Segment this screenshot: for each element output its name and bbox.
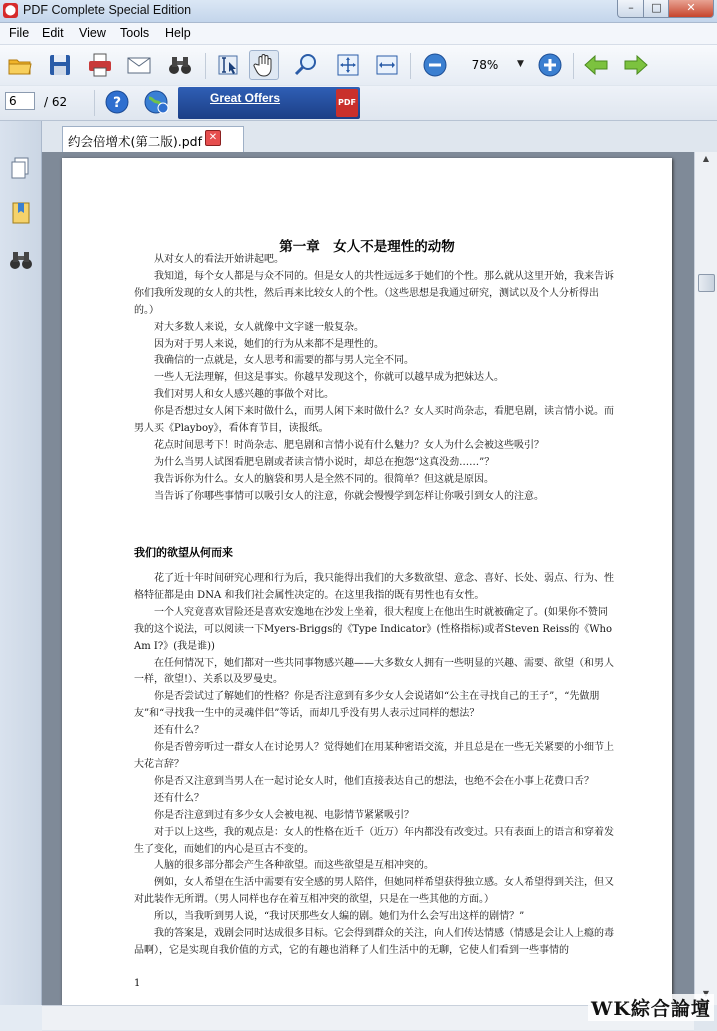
text-block-2 bbox=[134, 571, 614, 960]
paragraph: 在任何情况下，她们都对一些共同事物感兴趣——大多数女人拥有一些明显的兴趣、需要、欲望（和男人一样，欲望!）、关系以及罗曼史。 bbox=[134, 657, 614, 686]
title-bar bbox=[0, 0, 717, 23]
paragraph: 人脑的很多部分都会产生各种欲望。而这些欲望是互相冲突的。 bbox=[154, 860, 434, 872]
paragraph: 当告诉了你哪些事情可以吸引女人的注意，你就会慢慢学到怎样让你吸引到女人的注意。 bbox=[154, 490, 544, 502]
menu-edit[interactable]: Edit bbox=[42, 26, 64, 40]
paragraph: 你是否曾旁听过一群女人在讨论男人？觉得她们在用某种密语交流，并且总是在一些无关紧要的小细节上大花言辞？ bbox=[134, 742, 614, 770]
text-select-cursor-icon bbox=[214, 51, 242, 79]
paragraph: 因为对于男人来说，她们的行为从来都不是理性的。 bbox=[154, 338, 384, 350]
menu-file[interactable]: File bbox=[9, 26, 30, 40]
watermark: WK綜合論壇 bbox=[588, 994, 714, 1021]
app-logo-icon: ⬤ bbox=[4, 5, 17, 16]
great-offers-banner[interactable] bbox=[178, 87, 360, 119]
menu-help[interactable]: Help bbox=[165, 26, 191, 40]
menu-view[interactable]: View bbox=[79, 26, 106, 40]
web-update-button[interactable] bbox=[143, 88, 171, 116]
plus-circle-icon bbox=[536, 51, 564, 79]
search-panel-button[interactable] bbox=[8, 247, 34, 273]
text-block-1 bbox=[134, 252, 614, 506]
binoculars-icon bbox=[166, 51, 194, 79]
menu-tools[interactable]: Tools bbox=[120, 26, 150, 40]
navigation-toolbar bbox=[0, 86, 717, 121]
close-tab-icon[interactable]: ✕ bbox=[205, 130, 221, 146]
fit-width-icon bbox=[373, 51, 401, 79]
document-tab[interactable] bbox=[62, 126, 244, 153]
open-folder-button[interactable] bbox=[6, 51, 34, 79]
paragraph: 还有什么？ bbox=[154, 792, 204, 804]
paragraph: 例如，女人希望在生活中需要有安全感的男人陪伴，但她同样希望获得独立感。女人希望得到关注，但又对此装作无所谓。（男人同样也存在着互相冲突的欲望，只是在一些其他的方面。） bbox=[134, 877, 614, 906]
paragraph: 你是否又注意到当男人在一起讨论女人时，他们直接表达自己的想法，也绝不会在小事上花费口舌？ bbox=[154, 775, 594, 787]
paragraph: 我知道，每个女人都是与众不同的。但是女人的共性远远多于她们的个性。那么就从这里开始，我来告诉你们我所发现的女人的共性，然后再来比较女人的个性。（这些思想是我通过研究，测试以及个人分析得出的。） bbox=[134, 270, 614, 316]
menu-bar bbox=[0, 23, 717, 45]
window-title: PDF Complete Special Edition bbox=[23, 3, 192, 17]
document-viewer[interactable] bbox=[42, 152, 694, 1005]
pages-icon bbox=[8, 155, 34, 181]
document-tab-title: 约会倍增术(第二版).pdf bbox=[68, 134, 202, 149]
paragraph: 花了近十年时间研究心理和行为后，我只能得出我们的大多数欲望、意念、喜好、长处、弱点、行为、性格特征都是由 DNA 和我们社会属性决定的。在这里我指的既有男性也有女性。 bbox=[134, 573, 614, 601]
save-button[interactable] bbox=[46, 51, 74, 79]
paragraph: 我确信的一点就是，女人思考和需要的都与男人完全不同。 bbox=[154, 355, 414, 367]
scrollbar-thumb[interactable] bbox=[698, 274, 715, 292]
pages-panel-button[interactable] bbox=[8, 155, 34, 181]
paragraph: 从对女人的看法开始讲起吧。 bbox=[154, 254, 284, 265]
help-button[interactable] bbox=[103, 88, 131, 116]
minus-circle-icon bbox=[421, 51, 449, 79]
arrow-left-icon bbox=[582, 51, 610, 79]
fit-page-icon bbox=[334, 51, 362, 79]
minimize-button[interactable]: – bbox=[617, 0, 645, 18]
paragraph: 你是否注意到过有多少女人会被电视、电影情节紧紧吸引？ bbox=[154, 809, 414, 821]
find-button[interactable] bbox=[166, 51, 194, 79]
zoom-level[interactable]: 78% bbox=[471, 58, 499, 72]
help-question-icon bbox=[103, 88, 131, 116]
page-number-input[interactable]: 6 bbox=[5, 92, 35, 110]
document-tab-strip bbox=[42, 121, 717, 152]
bookmark-icon bbox=[8, 200, 34, 226]
svg-text:?: ? bbox=[112, 95, 122, 111]
paragraph: 花点时间思考下！时尚杂志、肥皂剧和言情小说有什么魅力？女人为什么会被这些吸引？ bbox=[154, 439, 544, 451]
paragraph: 我们对男人和女人感兴趣的事做个对比。 bbox=[154, 389, 334, 401]
magnifier-icon bbox=[292, 51, 320, 79]
scroll-up-icon[interactable]: ▲ bbox=[702, 154, 710, 163]
paragraph: 一个人究竟喜欢冒险还是喜欢安逸地在沙发上坐着，很大程度上在他出生时就被确定了。(如果你不赞同我的这个说法，可以阅读一下Myers-Briggs的《Type Indicator》(性格指标)或者Steven Reiss的《Who Am I?》(我是谁)) bbox=[134, 606, 612, 652]
zoom-dropdown-arrow-icon[interactable]: ▼ bbox=[517, 59, 524, 69]
paragraph: 对大多数人来说，女人就像中文字谜一般复杂。 bbox=[154, 321, 364, 333]
folder-icon bbox=[6, 51, 34, 79]
globe-icon bbox=[143, 88, 171, 116]
toolbar-separator bbox=[205, 53, 206, 79]
envelope-icon bbox=[125, 51, 153, 79]
toolbar-separator bbox=[573, 53, 574, 79]
fit-width-button[interactable] bbox=[373, 51, 401, 79]
next-page-button[interactable] bbox=[622, 51, 650, 79]
select-text-button[interactable] bbox=[214, 51, 242, 79]
vertical-scrollbar[interactable] bbox=[694, 152, 717, 1005]
toolbar-separator bbox=[410, 53, 411, 79]
paragraph: 你是否想过女人闲下来时做什么，而男人闲下来时做什么？女人买时尚杂志，看肥皂剧，读言情小说。而男人买《Playboy》，看体育节目，读报纸。 bbox=[134, 406, 614, 435]
email-button[interactable] bbox=[125, 51, 153, 79]
close-window-button[interactable]: ✕ bbox=[668, 0, 714, 18]
sidebar-footer bbox=[0, 1005, 42, 1031]
zoom-in-button[interactable] bbox=[536, 51, 564, 79]
bookmarks-panel-button[interactable] bbox=[8, 200, 34, 226]
binoculars-icon bbox=[8, 247, 34, 273]
paragraph: 所以，当我听到男人说，“我讨厌那些女人编的剧。她们为什么会写出这样的剧情？” bbox=[154, 911, 525, 923]
floppy-disk-icon bbox=[46, 51, 74, 79]
chapter-title: 第一章 女人不是理性的动物 bbox=[279, 239, 455, 255]
page-number: 1 bbox=[134, 978, 141, 989]
paragraph: 为什么当男人试图看肥皂剧或者读言情小说时，却总在抱怨“这真没劲……”？ bbox=[154, 456, 495, 468]
paragraph: 还有什么？ bbox=[154, 725, 204, 737]
pdf-badge-icon: PDF bbox=[336, 89, 358, 117]
paragraph: 我告诉你为什么。女人的脑袋和男人是全然不同的。很简单？但这就是原因。 bbox=[154, 473, 494, 485]
main-toolbar bbox=[0, 45, 717, 85]
arrow-right-icon bbox=[622, 51, 650, 79]
zoom-tool-button[interactable] bbox=[292, 51, 320, 79]
toolbar-separator bbox=[94, 90, 95, 116]
left-sidebar bbox=[0, 121, 42, 1005]
section-title: 我们的欲望从何而来 bbox=[134, 546, 233, 559]
fit-page-button[interactable] bbox=[334, 51, 362, 79]
paragraph: 一些人无法理解，但这是事实。你越早发现这个，你就可以越早成为把妹达人。 bbox=[154, 372, 504, 384]
zoom-out-button[interactable] bbox=[421, 51, 449, 79]
paragraph: 对于以上这些，我的观点是：女人的性格在近千（近万）年内都没有改变过。只有表面上的语言和穿着发生了变化，而她们的内心是亘古不变的。 bbox=[134, 826, 614, 855]
hand-tool-button[interactable] bbox=[249, 50, 279, 80]
previous-page-button[interactable] bbox=[582, 51, 610, 79]
pdf-page bbox=[62, 158, 672, 1005]
page-total: / 62 bbox=[44, 95, 68, 109]
maximize-button[interactable]: □ bbox=[643, 0, 670, 18]
printer-icon bbox=[86, 51, 114, 79]
paragraph: 我的答案是，戏剧会同时达成很多目标。它会得到群众的关注，向人们传达情感（情感是会让人上瘾的毒品啊），它是实现自我价值的方式，它的有趣也消释了人们生活中的无聊，它使人们看到一些事情的 bbox=[134, 928, 614, 956]
print-button[interactable] bbox=[86, 51, 114, 79]
hand-icon bbox=[250, 51, 278, 79]
great-offers-link[interactable]: Great Offers bbox=[210, 91, 281, 105]
paragraph: 你是否尝试过了解她们的性格？你是否注意到有多少女人会说诸如“公主在寻找自己的王子”，“先做朋友”和“寻找我一生中的灵魂伴侣”等话，而却几乎没有男人表示过同样的想法？ bbox=[134, 691, 600, 720]
